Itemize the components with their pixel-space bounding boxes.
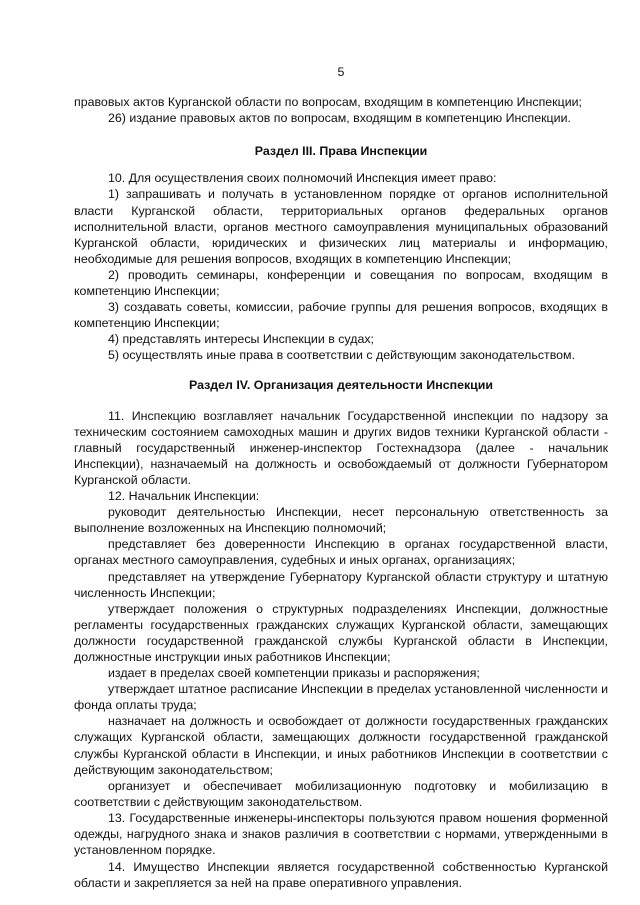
paragraph-10-item-5: 5) осуществлять иные права в соответствии с действующим законодательством.: [108, 348, 576, 363]
paragraph-13: 13. Государственные инженеры-инспекторы пользуются правом ношения форменной одежды, нагрудного знака и знаков различия в соответствии с нормами, утвержденными в установленном порядке.: [74, 810, 608, 858]
paragraph-14: 14. Имущество Инспекции является государственной собственностью Курганской области и закрепляется за ней на праве оперативного управления.: [74, 860, 608, 891]
paragraph-12-duty-5: издает в пределах своей компетенции приказы и распоряжения;: [108, 666, 480, 681]
paragraph-12-duty-8: организует и обеспечивает мобилизационную подготовку и мобилизацию в соответствии с действующим законодательством.: [74, 778, 608, 809]
paragraph-12-duty-4: утверждает положения о структурных подразделениях Инспекции, должностные регламенты государственных гражданских служащих Курганской области, замещающих должности государственной гражданской службы Курганской области в Инспекции, должностные инструкции иных работников Инспекции;: [74, 601, 608, 664]
paragraph-10-item-3: 3) создавать советы, комиссии, рабочие группы для решения вопросов, входящих в компетенцию Инспекции;: [74, 300, 608, 331]
paragraph-10-item-2: 2) проводить семинары, конференции и совещания по вопросам, входящим в компетенцию Инспекции;: [74, 267, 608, 299]
paragraph-item-26: 26) издание правовых актов по вопросам, входящим в компетенцию Инспекции.: [108, 111, 571, 126]
paragraph-12-duty-1: руководит деятельностью Инспекции, несет персональную ответственность за выполнение возложенных на Инспекцию полномочий;: [74, 505, 608, 536]
section-4-title: Раздел IV. Организация деятельности Инспекции: [188, 377, 494, 392]
page-number: 5: [337, 65, 345, 79]
paragraph-12-duty-2: представляет без доверенности Инспекцию в органах государственной власти, органах местного самоуправления, судебных и иных органах, организациях;: [74, 537, 608, 568]
paragraph-10: 10. Для осуществления своих полномочий Инспекция имеет право:: [108, 171, 497, 186]
paragraph-12-duty-3: представляет на утверждение Губернатору Курганской области структуру и штатную численность Инспекции;: [74, 569, 608, 600]
paragraph-12-duty-7: назначает на должность и освобождает от должности государственных гражданских служащих Курганской области, замещающих должности государственной гражданской службы Курганской области в Инспекции, и иных работников Инспекции в соответствии с действующим законодательством;: [74, 714, 608, 777]
paragraph-10-item-1: 1) запрашивать и получать в установленном порядке от органов исполнительной власти Курганской области, территориальных органов федеральных органов исполнительной власти, органов местного самоуправления муниципальных образований Курганской области, юридических и физических лиц материалы и информацию, необходимые для решения вопросов, входящих в компетенцию Инспекции;: [74, 187, 608, 266]
paragraph-12: 12. Начальник Инспекции:: [108, 489, 260, 504]
document-page: [74, 64, 608, 891]
paragraph-continuation: правовых актов Курганской области по вопросам, входящим в компетенцию Инспекции;: [74, 95, 582, 110]
section-3-title: Раздел III. Права Инспекции: [254, 144, 428, 159]
paragraph-10-item-4: 4) представлять интересы Инспекции в судах;: [108, 332, 374, 347]
paragraph-11: 11. Инспекцию возглавляет начальник Государственной инспекции по надзору за техническим состоянием самоходных машин и других видов техники Курганской области - главный государственный инженер-инспектор Гостехнадзора (далее - начальник Инспекции), назначаемый на должность и освобождаемый от должности Губернатором Курганской области.: [74, 408, 608, 487]
paragraph-12-duty-6: утверждает штатное расписание Инспекции в пределах установленной численности и фонда оплаты труда;: [74, 682, 608, 713]
